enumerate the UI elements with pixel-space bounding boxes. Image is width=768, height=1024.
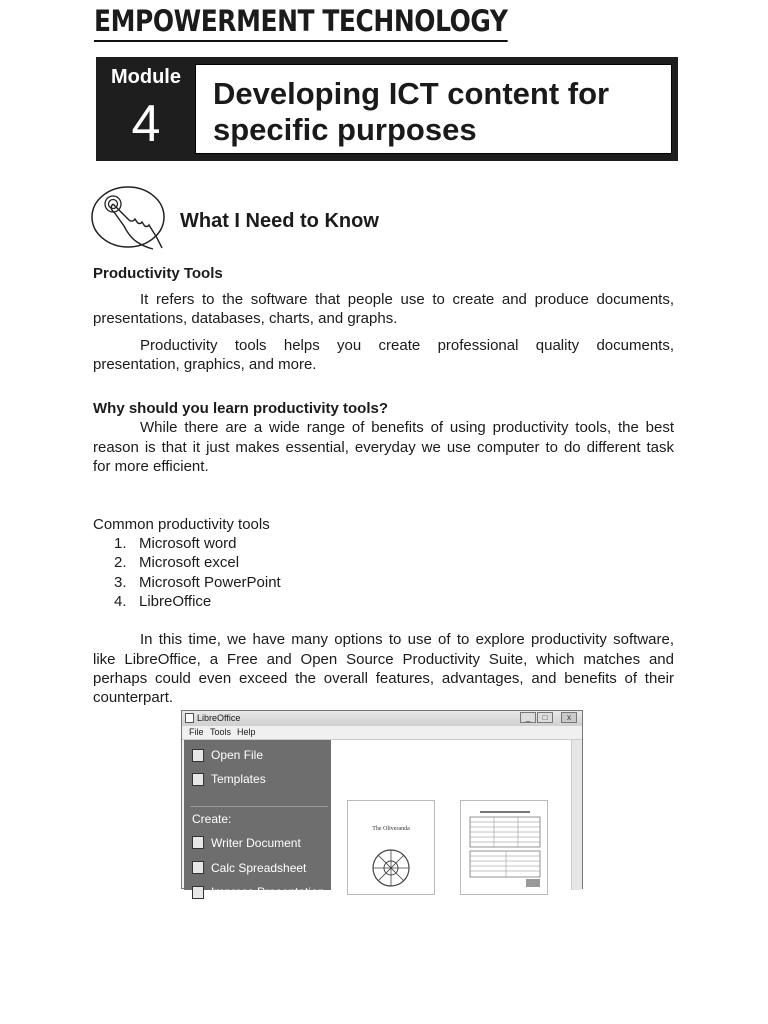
module-label: Module bbox=[111, 66, 181, 88]
window-title: LibreOffice bbox=[197, 713, 241, 723]
why-line-3: for more efficient. bbox=[93, 458, 209, 475]
productivity-p2-line-1: Productivity tools helps you create professional quality documents, bbox=[140, 337, 674, 354]
thumbnail-title: The Oliveranda bbox=[372, 826, 410, 832]
module-title-box bbox=[195, 64, 672, 154]
section-heading: What I Need to Know bbox=[180, 210, 379, 232]
menu-tools[interactable]: Tools bbox=[210, 727, 232, 737]
productivity-p1-line-1: It refers to the software that people use to create and produce documents, bbox=[140, 291, 674, 308]
productivity-heading: Productivity Tools bbox=[93, 265, 223, 282]
wheel-diagram-icon bbox=[369, 846, 413, 890]
why-heading: Why should you learn productivity tools? bbox=[93, 400, 389, 417]
table-document-preview bbox=[466, 809, 544, 889]
list-item bbox=[114, 573, 281, 592]
start-center-sidebar bbox=[184, 740, 331, 899]
minimize-button[interactable]: _ bbox=[520, 712, 536, 723]
window-titlebar bbox=[182, 711, 582, 727]
recent-document-thumbnail[interactable] bbox=[347, 800, 435, 895]
libreoffice-window-screenshot bbox=[181, 710, 583, 899]
productivity-p2-line-2: presentation, graphics, and more. bbox=[93, 356, 317, 373]
closing-line-4: counterpart. bbox=[93, 689, 174, 706]
closing-line-2: like LibreOffice, a Free and Open Source Productivity Suite, which matches and bbox=[93, 651, 674, 668]
writer-icon bbox=[192, 836, 204, 849]
templates-icon bbox=[192, 773, 204, 786]
list-number: 2. bbox=[114, 554, 127, 571]
writer-document-button[interactable]: Writer Document bbox=[211, 836, 301, 850]
why-line-1: While there are a wide range of benefits of using productivity tools, the best bbox=[140, 419, 674, 436]
module-banner bbox=[96, 57, 678, 161]
scrollbar[interactable] bbox=[571, 740, 582, 890]
module-title-line-1: Developing ICT content for bbox=[213, 76, 610, 111]
hand-touch-icon bbox=[91, 186, 167, 250]
closing-line-1: In this time, we have many options to use of to explore productivity software, bbox=[140, 631, 674, 648]
list-item bbox=[114, 592, 211, 611]
templates-button[interactable]: Templates bbox=[211, 772, 266, 786]
list-item bbox=[114, 553, 239, 572]
why-line-2: reason is that it just makes essential, everyday we use computer to do different task bbox=[93, 439, 674, 456]
list-text: Microsoft word bbox=[139, 535, 237, 552]
list-number: 3. bbox=[114, 574, 127, 591]
list-number: 4. bbox=[114, 593, 127, 610]
list-text: Microsoft PowerPoint bbox=[139, 574, 281, 591]
impress-icon bbox=[192, 886, 204, 899]
maximize-button[interactable]: □ bbox=[537, 712, 553, 723]
libreoffice-app-icon bbox=[185, 713, 194, 723]
folder-icon bbox=[192, 749, 204, 762]
menu-file[interactable]: File bbox=[189, 727, 204, 737]
module-number: 4 bbox=[131, 95, 161, 153]
sidebar-divider bbox=[190, 806, 328, 807]
recent-documents-area bbox=[331, 740, 571, 890]
module-title-line-2: specific purposes bbox=[213, 112, 477, 147]
impress-presentation-button[interactable]: Impress Presentation bbox=[211, 885, 325, 899]
productivity-p1-line-2: presentations, databases, charts, and graphs. bbox=[93, 310, 398, 327]
create-label: Create: bbox=[192, 812, 232, 826]
list-number: 1. bbox=[114, 535, 127, 552]
document-title: EMPOWERMENT TECHNOLOGY bbox=[94, 4, 508, 42]
menu-help[interactable]: Help bbox=[237, 727, 256, 737]
calc-spreadsheet-button[interactable]: Calc Spreadsheet bbox=[211, 861, 307, 875]
open-file-button[interactable]: Open File bbox=[211, 748, 264, 762]
module-badge bbox=[96, 57, 196, 161]
list-text: LibreOffice bbox=[139, 593, 212, 610]
recent-document-thumbnail[interactable] bbox=[460, 800, 548, 895]
close-button[interactable]: x bbox=[561, 712, 577, 723]
closing-line-3: perhaps could even exceed the overall features, advantages, and benefits of their bbox=[93, 670, 674, 687]
calc-icon bbox=[192, 861, 204, 874]
list-text: Microsoft excel bbox=[139, 554, 240, 571]
menu-bar bbox=[182, 726, 582, 740]
common-intro: Common productivity tools bbox=[93, 516, 270, 533]
list-item bbox=[114, 534, 237, 553]
